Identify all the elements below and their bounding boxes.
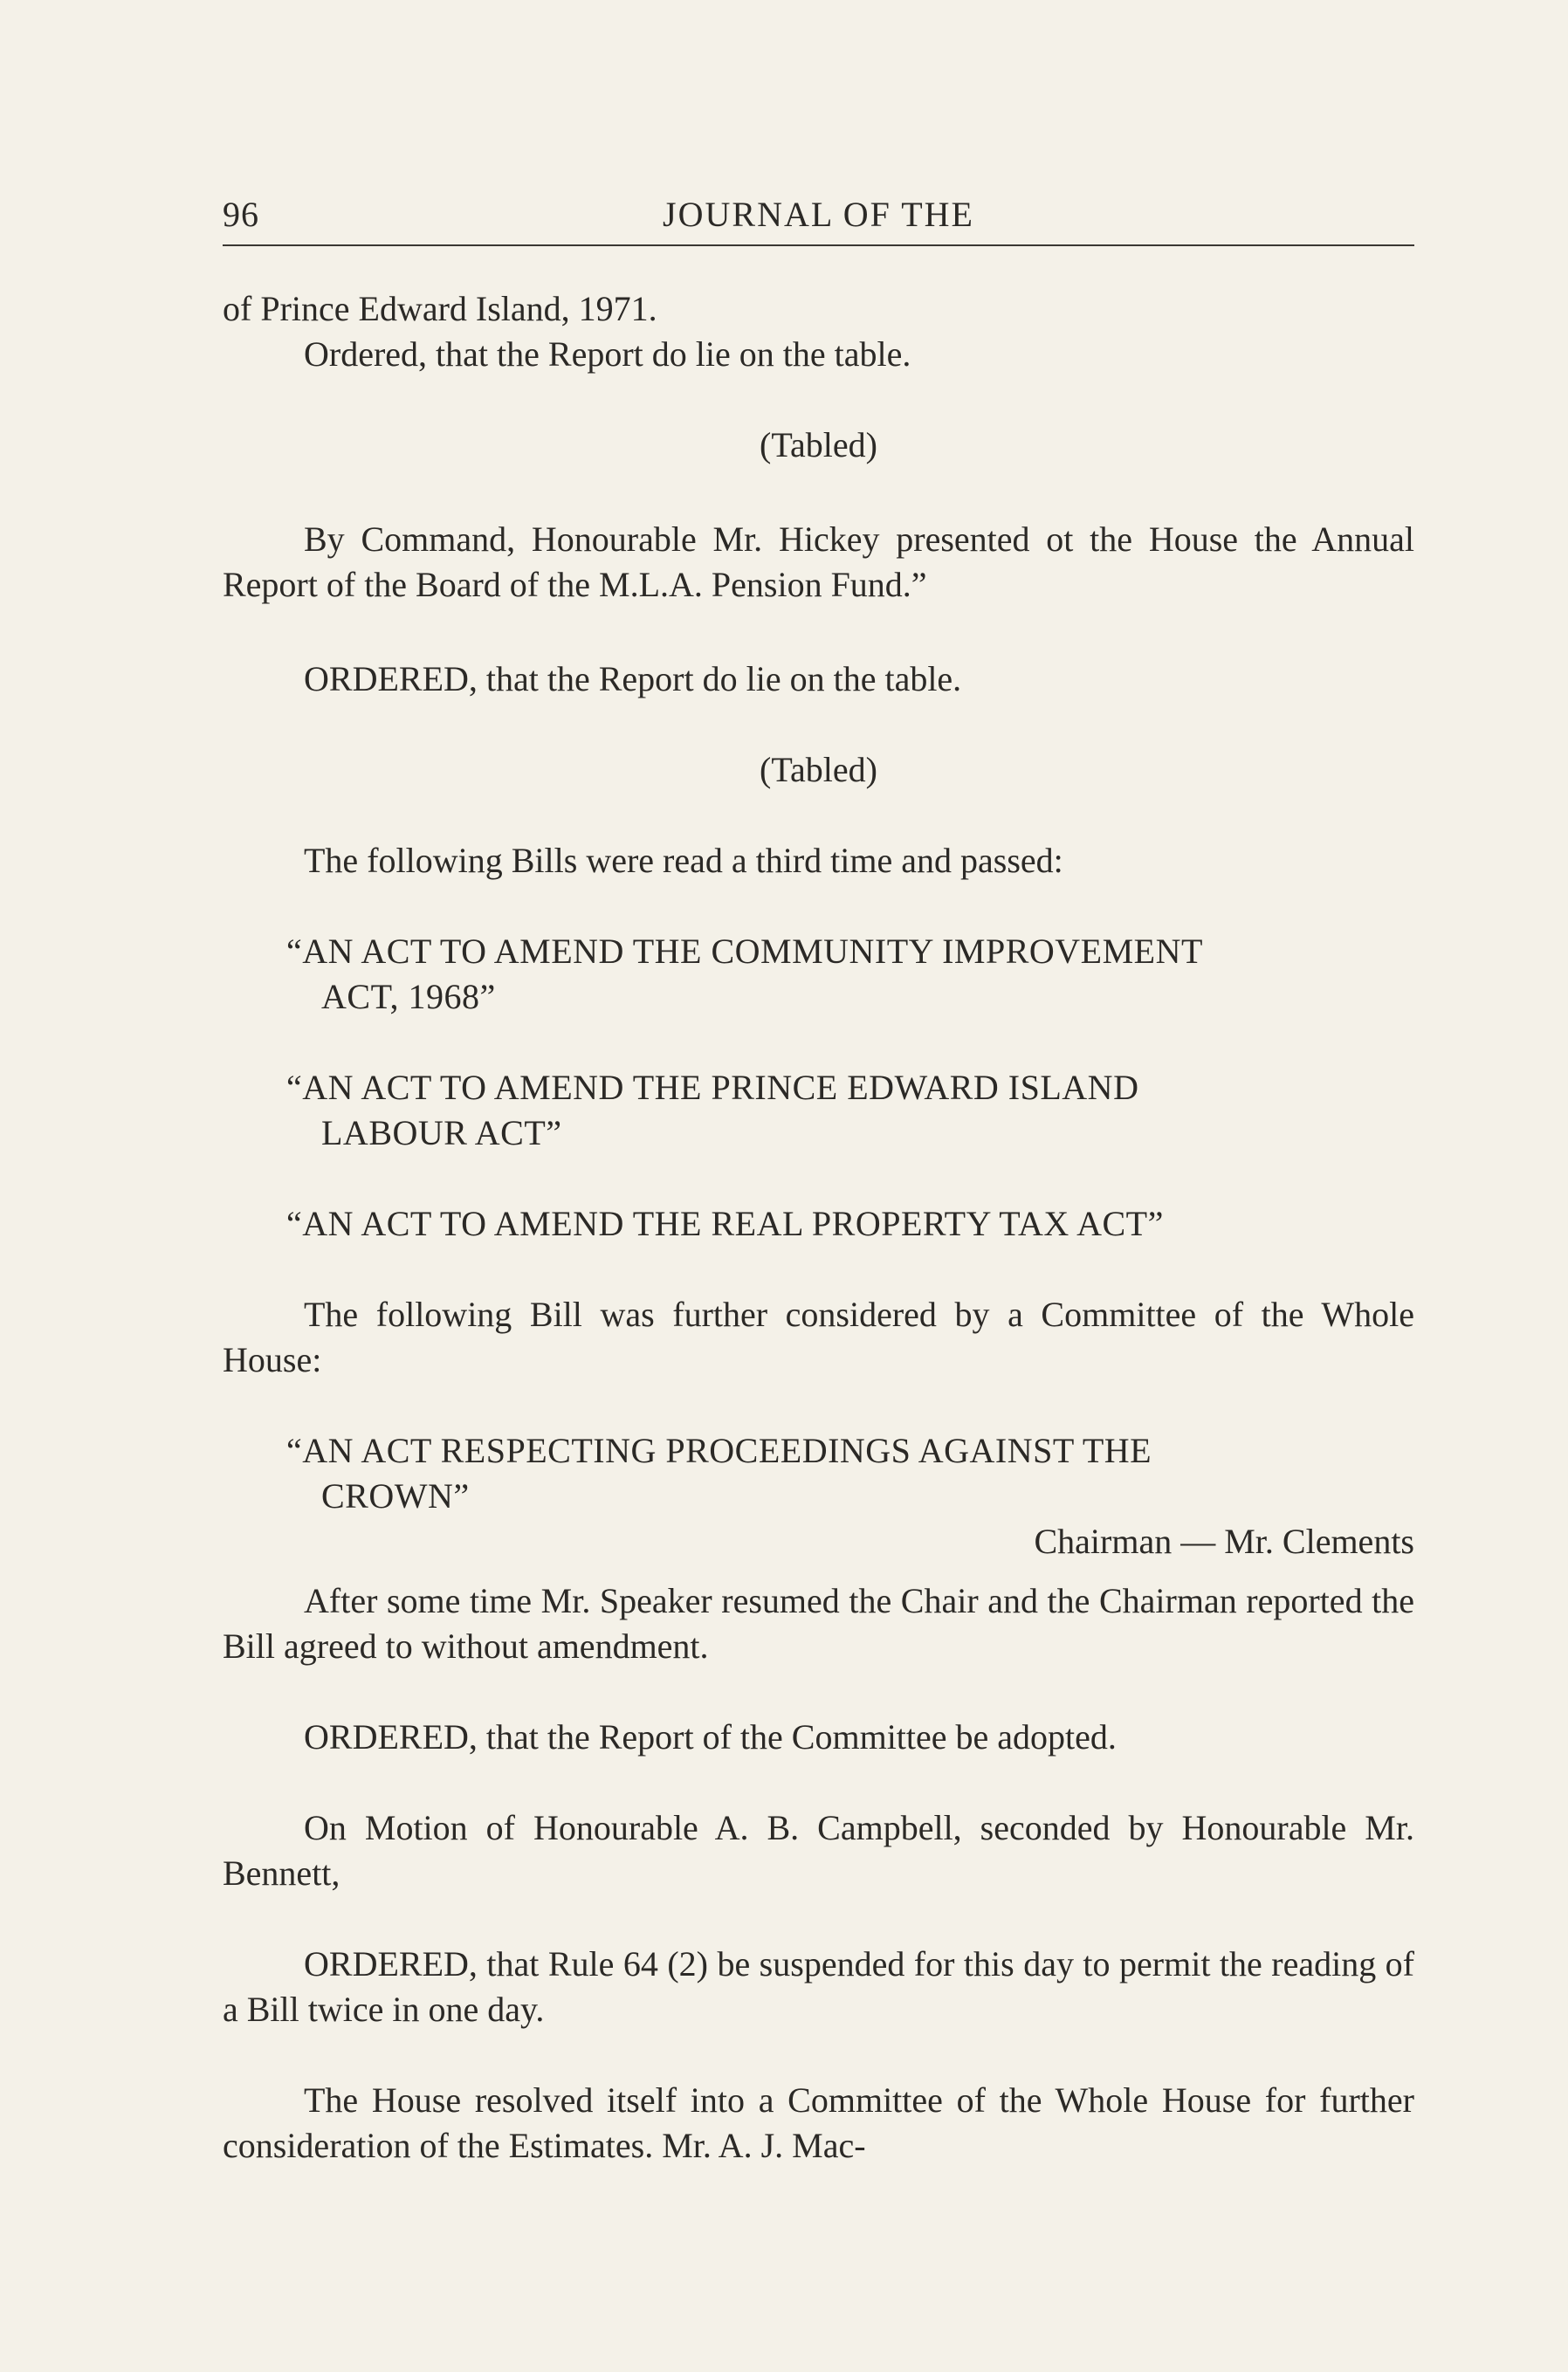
paragraph: After some time Mr. Speaker resumed the Chair and the Chairman reported the Bill agreed to without amendment. — [223, 1581, 1414, 1666]
paragraph: The following Bills were read a third time and passed: — [304, 841, 1063, 880]
bill-title — [223, 929, 1414, 1020]
tabled-note: (Tabled) — [760, 425, 877, 464]
paragraph: The following Bill was further considered by a Committee of the Whole House: — [223, 1295, 1414, 1379]
bill-title-line: CROWN” — [321, 1476, 470, 1516]
body-text — [223, 286, 1414, 2169]
page-header — [223, 194, 1414, 246]
running-head: JOURNAL OF THE — [663, 195, 974, 234]
paragraph: Ordered, that the Report do lie on the table. — [304, 334, 911, 374]
bill-title-line: ACT, 1968” — [321, 977, 496, 1016]
paragraph: ORDERED, that Rule 64 (2) be suspended for this day to permit the reading of a Bill twice in one day. — [223, 1944, 1414, 2029]
chairman-line: Chairman — Mr. Clements — [1034, 1522, 1414, 1561]
paragraph: ORDERED, that the Report do lie on the table. — [304, 659, 962, 698]
paragraph: On Motion of Honourable A. B. Campbell, seconded by Honourable Mr. Bennett, — [223, 1808, 1414, 1893]
paragraph: ORDERED, that the Report of the Committee be adopted. — [304, 1717, 1117, 1757]
page-number: 96 — [223, 195, 259, 234]
paragraph: of Prince Edward Island, 1971. — [223, 289, 657, 328]
bill-title — [223, 1428, 1414, 1519]
bill-title-line: “AN ACT TO AMEND THE PRINCE EDWARD ISLAND — [286, 1068, 1139, 1107]
bill-title-line: LABOUR ACT” — [321, 1113, 562, 1152]
header-rule — [223, 244, 1414, 246]
bill-title-line: “AN ACT TO AMEND THE COMMUNITY IMPROVEMENT — [286, 932, 1203, 971]
paragraph: The House resolved itself into a Committee of the Whole House for further consideration of the Estimates. Mr. A. J. Mac- — [223, 2080, 1414, 2165]
bill-title: “AN ACT TO AMEND THE REAL PROPERTY TAX ACT” — [286, 1204, 1164, 1243]
bill-title-line: “AN ACT RESPECTING PROCEEDINGS AGAINST THE — [286, 1431, 1152, 1470]
bill-title — [223, 1065, 1414, 1156]
tabled-note: (Tabled) — [760, 750, 877, 789]
paragraph: By Command, Honourable Mr. Hickey presented ot the House the Annual Report of the Board of the M.L.A. Pension Fund.” — [223, 519, 1414, 604]
